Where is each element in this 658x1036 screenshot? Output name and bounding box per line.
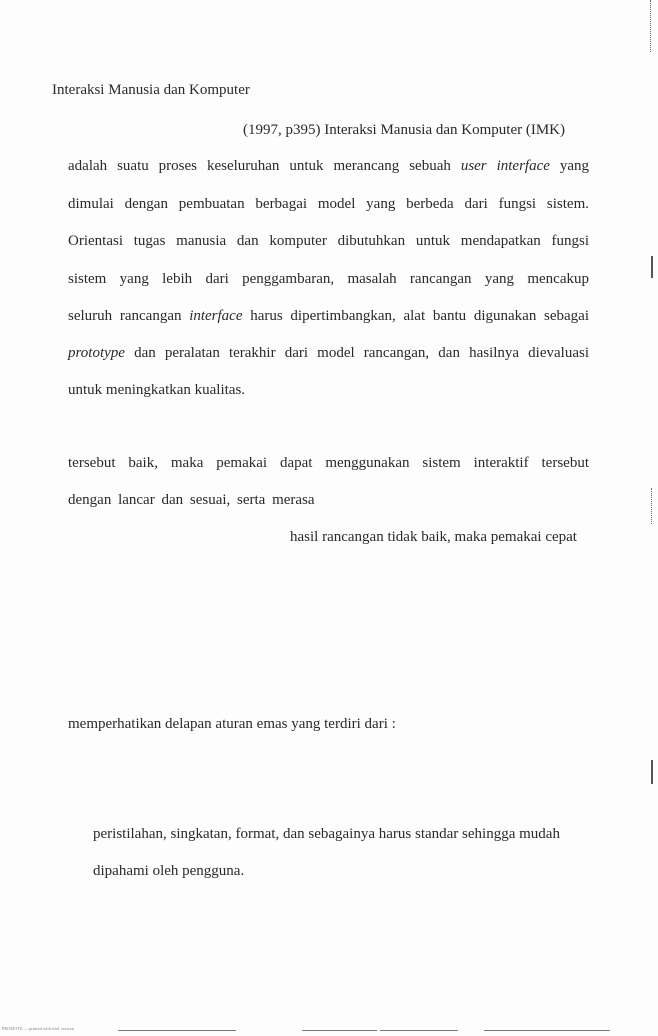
paragraph-line: hasil rancangan tidak baik, maka pemakai cepat [290,529,577,545]
paragraph-line: sistem yang lebih dari penggambaran, masalah rancangan yang mencakup [68,271,589,287]
italic-term: prototype [68,345,125,361]
scan-artifact [651,760,653,784]
section-heading: Interaksi Manusia dan Komputer [52,82,250,98]
paragraph-line [68,307,589,325]
paragraph-line: peristilahan, singkatan, format, dan sebagainya harus standar sehingga mudah [93,826,560,842]
footer-watermark: PROMOTE — printed with trial version [2,1026,74,1031]
scan-artifact [118,1030,236,1031]
scan-artifact [302,1030,377,1031]
scan-artifact [651,256,653,278]
scan-artifact [484,1030,610,1031]
scan-artifact [651,488,653,524]
text-run: adalah suatu proses keseluruhan untuk merancang sebuah [68,158,451,174]
paragraph-line: memperhatikan delapan aturan emas yang terdiri dari : [68,716,396,732]
paragraph-line: Orientasi tugas manusia dan komputer dibutuhkan untuk mendapatkan fungsi [68,233,589,249]
italic-term: interface [189,308,243,324]
text-run: yang [559,158,590,174]
scan-artifact [650,0,652,52]
paragraph-line: dimulai dengan pembuatan berbagai model yang berbeda dari fungsi sistem. [68,196,589,212]
scan-artifact [380,1030,458,1031]
text-run: dan peralatan terakhir dari model rancangan, dan hasilnya dievaluasi [134,345,589,361]
paragraph-line: untuk meningkatkan kualitas. [68,382,246,398]
text-run: seluruh rancangan [68,308,182,324]
text-run: harus dipertimbangkan, alat bantu digunakan sebagai [250,308,590,324]
italic-term: user interface [460,158,550,174]
paragraph-line: dengan lancar dan sesuai, serta merasa [68,492,315,508]
paragraph-line [68,157,589,175]
paragraph-line [68,344,589,362]
paragraph-line: tersebut baik, maka pemakai dapat menggunakan sistem interaktif tersebut [68,455,589,471]
paragraph-line: dipahami oleh pengguna. [93,863,245,879]
paragraph-line: (1997, p395) Interaksi Manusia dan Komputer (IMK) [243,122,566,138]
